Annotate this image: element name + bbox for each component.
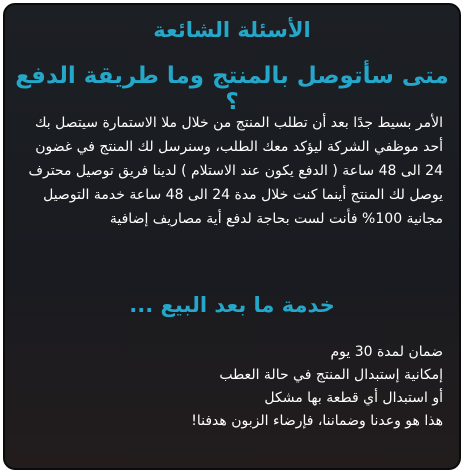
faq-title: الأسئلة الشائعة bbox=[153, 18, 311, 42]
faq-question: متى سأتوصل بالمنتج وما طريقة الدفع ؟ bbox=[15, 63, 449, 115]
after-sales-list bbox=[23, 341, 443, 433]
faq-card bbox=[3, 3, 461, 470]
list-item: أو استبدال أي قطعة بها مشكل bbox=[264, 390, 443, 406]
faq-answer: الأمر بسيط جدًا بعد أن تطلب المنتج من خلال ملا الاستمارة سيتصل بك أحد موظفي الشركة ليؤكد معك الطلب، وسنرسل لك المنتج في غضون 24 الى 48 ساعة ( الدفع يكون عند الاستلام ) لدينا فريق توصيل محترف يوصل لك المنتج أينما كنت خلال مدة 24 الى 48 ساعة خدمة التوصيل مجانية 100% فأنت لست بحاجة لدفع أية مصاريف إضافية bbox=[28, 115, 443, 227]
after-sales-title: خدمة ما بعد البيع ... bbox=[129, 293, 335, 317]
list-item: هذا هو وعدنا وضماننا، فإرضاء الزبون هدفنا! bbox=[191, 413, 443, 429]
list-item: إمكانية إستبدال المنتج في حالة العطب bbox=[219, 367, 443, 383]
list-item: ضمان لمدة 30 يوم bbox=[330, 344, 443, 360]
